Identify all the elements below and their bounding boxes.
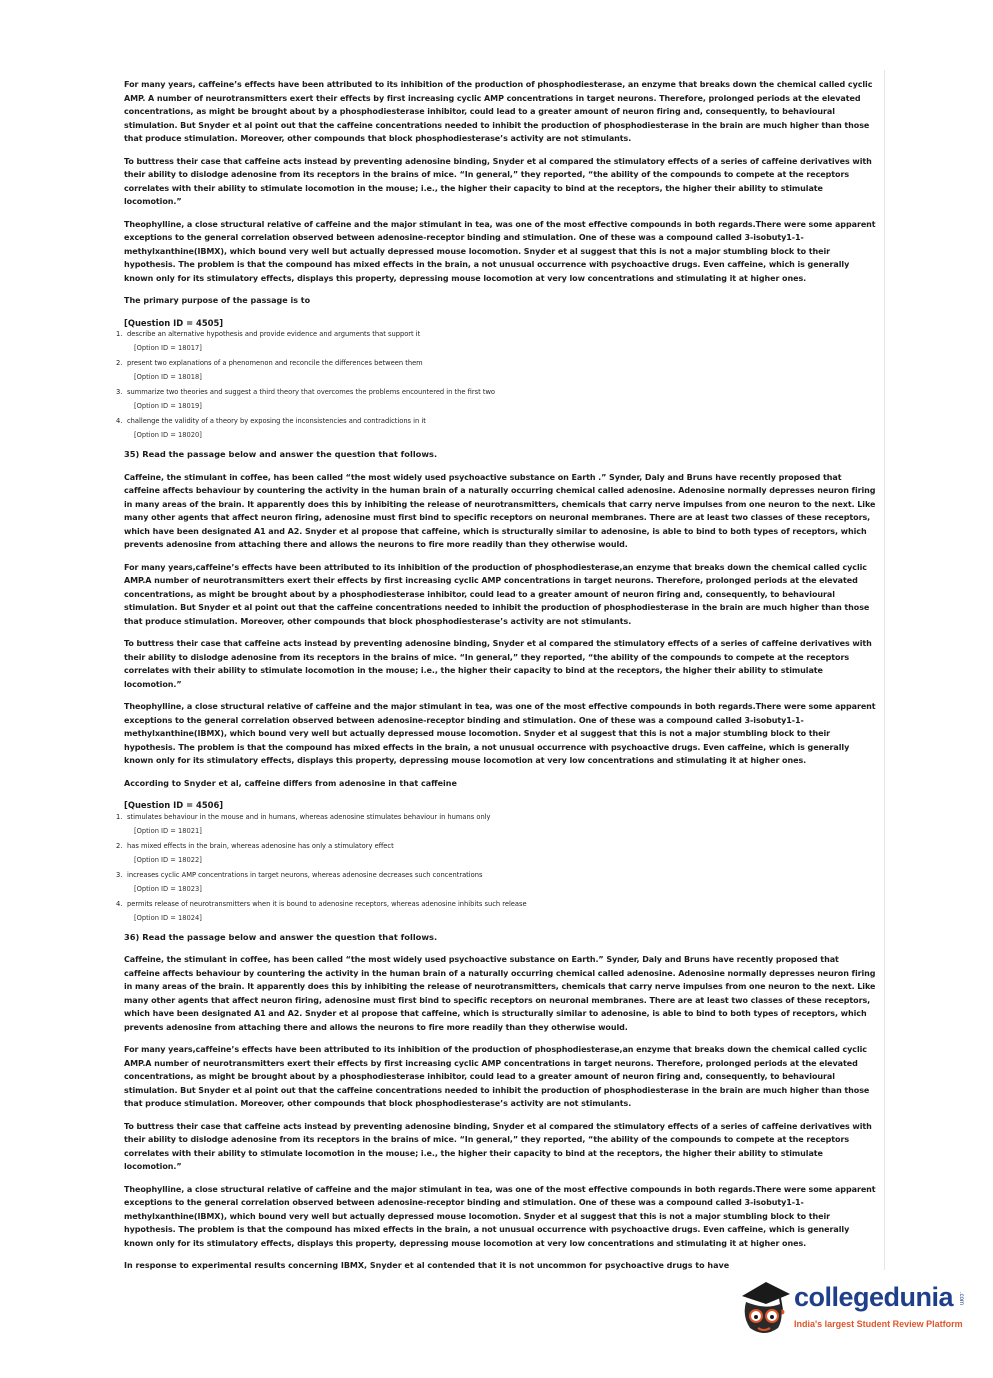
option-number: 4. xyxy=(116,899,123,908)
question-heading: 35) Read the passage below and answer the question that follows. xyxy=(124,449,438,459)
option-id: [Option ID = 18023] xyxy=(134,884,202,893)
option-text: has mixed effects in the brain, whereas adenosine has only a stimulatory effect xyxy=(127,841,394,850)
option-item xyxy=(116,900,876,923)
option-item xyxy=(116,330,876,353)
option-id: [Option ID = 18017] xyxy=(134,344,202,352)
question-stem: According to Snyder et al, caffeine differs from adenosine in that caffeine xyxy=(124,778,457,788)
page-edge-rule xyxy=(884,70,885,1270)
option-text: present two explanations of a phenomenon and reconcile the differences between them xyxy=(127,359,423,367)
logo-tagline: India's largest Student Review Platform xyxy=(794,1319,963,1329)
option-text: increases cyclic AMP concentrations in target neurons, whereas adenosine decreases such concentrations xyxy=(127,870,483,879)
option-number: 2. xyxy=(116,359,123,367)
question-id: [Question ID = 4506] xyxy=(124,800,224,810)
option-text: summarize two theories and suggest a third theory that overcomes the problems encountered in the first two xyxy=(127,388,496,396)
passage-paragraph: To buttress their case that caffeine acts instead by preventing adenosine binding, Snyder et al compared the stimulatory effects of a series of caffeine derivatives with their ability to dislodge adenosine from its receptors in the brains of mice. “In general,” they reported, “the ability of the compounds to compete at the receptors correlates with their ability to stimulate locomotion in the mouse; i.e., the higher their capacity to bind at the receptors, the higher their ability to stimulate locomotion.” xyxy=(124,1121,872,1171)
passage-paragraph: Caffeine, the stimulant in coffee, has been called “the most widely used psychoactive substance on Earth .” Synder, Daly and Bruns have recently proposed that caffeine affects behaviour by countering the activity in the human brain of a naturally occurring chemical called adenosine. Adenosine normally depresses neuron firing in many areas of the brain. It apparently does this by inhibiting the release of neurotransmitters, chemicals that carry nerve impulses from one neuron to the next. Like many other agents that affect neuron firing, adenosine must first bind to specific receptors on neuronal membranes. There are at least two classes of these receptors, which have been designated A1 and A2. Snyder et al propose that caffeine, which is structurally similar to adenosine, is able to bind to both types of receptors, which prevents adenosine from attaching there and allows the neurons to fire more readily than they otherwise would. xyxy=(124,472,876,549)
logo-dotcom: .com xyxy=(958,1292,964,1306)
question-stem: In response to experimental results concerning IBMX, Snyder et al contended that it is not uncommon for psychoactive drugs to have xyxy=(124,1261,730,1270)
option-id: [Option ID = 18022] xyxy=(134,855,202,864)
option-item xyxy=(116,842,876,865)
collegedunia-logo[interactable] xyxy=(736,1276,966,1342)
student-mascot-icon xyxy=(736,1276,792,1338)
question-stem: The primary purpose of the passage is to xyxy=(124,296,311,305)
passage-paragraph: For many years, caffeine’s effects have been attributed to its inhibition of the production of phosphodiesterase, an enzyme that breaks down the chemical called cyclic AMP. A number of neurotransmitters exert their effects by first increasing cyclic AMP concentrations in target neurons. Therefore, prolonged periods at the elevated concentrations, as might be brought about by a phosphodiesterase inhibitor, could lead to a greater amount of neuron firing and, consequently, to behavioural stimulation. But Snyder et al point out that the caffeine concentrations needed to inhibit the production of phosphodiesterase in the brain are much higher than those that produce stimulation. Moreover, other compounds that block phosphodiesterase’s activity are not stimulants. xyxy=(124,80,873,143)
passage-paragraph: For many years,caffeine’s effects have been attributed to its inhibition of the production of phosphodiesterase,an enzyme that breaks down the chemical called cyclic AMP.A number of neurotransmitters exert their effects by first increasing cyclic AMP concentrations in target neurons. Therefore, prolonged periods at the elevated concentrations, as might be brought about by a phosphodiesterase inhibitor, could lead to a greater amount of neuron firing and, consequently, to behavioural stimulation. But Snyder et al point out that the caffeine concentrations needed to inhibit the production of phosphodiesterase in the brain are much higher than those that produce stimulation. Moreover, other compounds that block phosphodiesterase’s activity are not stimulants. xyxy=(124,562,870,626)
option-item xyxy=(116,813,876,836)
options-list xyxy=(116,330,876,440)
option-text: describe an alternative hypothesis and provide evidence and arguments that support it xyxy=(127,330,421,338)
option-text: stimulates behaviour in the mouse and in humans, whereas adenosine stimulates behaviour in humans only xyxy=(127,812,491,821)
option-number: 2. xyxy=(116,841,123,850)
option-item xyxy=(116,359,876,382)
passage-paragraph: For many years,caffeine’s effects have been attributed to its inhibition of the production of phosphodiesterase,an enzyme that breaks down the chemical called cyclic AMP.A number of neurotransmitters exert their effects by first increasing cyclic AMP concentrations in target neurons. Therefore, prolonged periods at the elevated concentrations, as might be brought about by a phosphodiesterase inhibitor, could lead to a greater amount of neuron firing and, consequently, to behavioural stimulation. But Snyder et al point out that the caffeine concentrations needed to inhibit the production of phosphodiesterase in the brain are much higher than those that produce stimulation. Moreover, other compounds that block phosphodiesterase’s activity are not stimulants. xyxy=(124,1045,870,1108)
option-id: [Option ID = 18021] xyxy=(134,826,202,835)
passage-paragraph: Theophylline, a close structural relative of caffeine and the major stimulant in tea, was one of the most effective compounds in both regards.There were some apparent exceptions to the general correlation observed between adenosine-receptor binding and stimulation. One of these was a compound called 3-isobuty1-1-methylxanthine(IBMX), which bound very well but actually depressed mouse locomotion. Snyder et al suggest that this is not a major stumbling block to their hypothesis. The problem is that the compound has mixed effects in the brain, a not unusual occurrence with psychoactive drugs. Even caffeine, which is generally known only for its stimulatory effects, displays this property, depressing mouse locomotion at very low concentrations and stimulating it at higher ones. xyxy=(124,219,876,283)
document-page xyxy=(116,78,876,1282)
option-number: 3. xyxy=(116,870,123,879)
passage-paragraph: Theophylline, a close structural relative of caffeine and the major stimulant in tea, was one of the most effective compounds in both regards.There were some apparent exceptions to the general correlation observed between adenosine-receptor binding and stimulation. One of these was a compound called 3-isobuty1-1-methylxanthine(IBMX), which bound very well but actually depressed mouse locomotion. Snyder et al suggest that this is not a major stumbling block to their hypothesis. The problem is that the compound has mixed effects in the brain, a not unusual occurrence with psychoactive drugs. Even caffeine, which is generally known only for its stimulatory effects, displays this property, depressing mouse locomotion at very low concentrations and stimulating it at higher ones. xyxy=(124,702,876,765)
option-item xyxy=(116,871,876,894)
question-id: [Question ID = 4505] xyxy=(124,317,224,328)
option-id: [Option ID = 18018] xyxy=(134,373,202,381)
option-text: challenge the validity of a theory by exposing the inconsistencies and contradictions in it xyxy=(127,417,426,425)
option-number: 4. xyxy=(116,417,123,425)
passage-paragraph: To buttress their case that caffeine acts instead by preventing adenosine binding, Snyder et al compared the stimulatory effects of a series of caffeine derivatives with their ability to dislodge adenosine from its receptors in the brains of mice. “In general,” they reported, “the ability of the compounds to compete at the receptors correlates with their ability to stimulate locomotion in the mouse; i.e., the higher their capacity to bind at the receptors, the higher their ability to stimulate locomotion.” xyxy=(124,639,872,689)
option-id: [Option ID = 18020] xyxy=(134,431,202,439)
option-item xyxy=(116,388,876,411)
option-text: permits release of neurotransmitters when it is bound to adenosine receptors, whereas adenosine inhibits such release xyxy=(127,899,527,908)
option-number: 1. xyxy=(116,812,123,821)
question-35 xyxy=(116,448,876,923)
option-item xyxy=(116,417,876,440)
option-number: 3. xyxy=(116,388,123,396)
option-id: [Option ID = 18024] xyxy=(134,913,202,922)
question-heading: 36) Read the passage below and answer the question that follows. xyxy=(124,931,438,942)
option-number: 1. xyxy=(116,330,123,338)
passage-block-intro xyxy=(116,78,876,440)
options-list xyxy=(116,813,876,923)
passage-paragraph: Theophylline, a close structural relative of caffeine and the major stimulant in tea, was one of the most effective compounds in both regards.There were some apparent exceptions to the general correlation observed between adenosine-receptor binding and stimulation. One of these was a compound called 3-isobuty1-1-methylxanthine(IBMX), which bound very well but actually depressed mouse locomotion. Snyder et al suggest that this is not a major stumbling block to their hypothesis. The problem is that the compound has mixed effects in the brain, a not unusual occurrence with psychoactive drugs. Even caffeine, which is generally known only for its stimulatory effects, displays this property, depressing mouse locomotion at very low concentrations and stimulating it at higher ones. xyxy=(124,1184,876,1248)
option-id: [Option ID = 18019] xyxy=(134,402,202,410)
question-36 xyxy=(124,931,876,1273)
passage-paragraph: Caffeine, the stimulant in coffee, has been called “the most widely used psychoactive substance on Earth.” Synder, Daly and Bruns have recently proposed that caffeine affects behaviour by countering the activity in the human brain of a naturally occurring chemical called adenosine. Adenosine normally depresses neuron firing in many areas of the brain. It apparently does this by inhibiting the release of neurotransmitters, chemicals that carry nerve impulses from one neuron to the next. Like many other agents that affect neuron firing, adenosine must first bind to specific receptors on neuronal membranes. There are at least two classes of these receptors, which have been designated A1 and A2. Snyder et al propose that caffeine, which is structurally similar to adenosine, is able to bind to both types of receptors, which prevents adenosine from attaching there and allows the neurons to fire more readily than they otherwise would. xyxy=(124,955,876,1032)
passage-paragraph: To buttress their case that caffeine acts instead by preventing adenosine binding, Snyder et al compared the stimulatory effects of a series of caffeine derivatives with their ability to dislodge adenosine from its receptors in the brains of mice. “In general,” they reported, “the ability of the compounds to compete at the receptors correlates with their ability to stimulate locomotion in the mouse; i.e., the higher their capacity to bind at the receptors, the higher their ability to stimulate locomotion.” xyxy=(124,156,872,206)
logo-wordmark: collegedunia xyxy=(794,1282,954,1312)
